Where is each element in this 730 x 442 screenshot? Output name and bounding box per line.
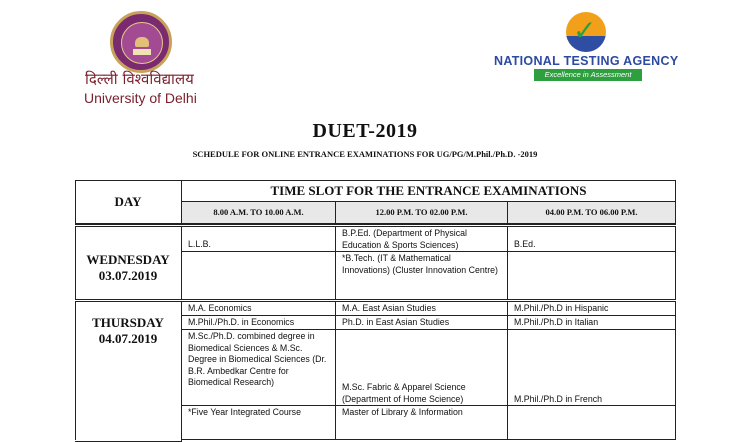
nta-name: NATIONAL TESTING AGENCY <box>494 54 679 68</box>
elephant-icon <box>135 37 149 47</box>
slot-1-header: 8.00 A.M. TO 10.00 A.M. <box>182 202 336 224</box>
table-cell: M.Phil./Ph.D in Italian <box>508 316 676 330</box>
du-english-name: University of Delhi <box>84 90 197 106</box>
checkmark-icon: ✓ <box>573 14 597 47</box>
table-cell: L.L.B. <box>182 227 336 252</box>
table-cell: *Five Year Integrated Course <box>182 406 336 440</box>
table-cell <box>508 252 676 302</box>
header-separator <box>75 224 676 227</box>
day-name: WEDNESDAY <box>86 252 170 267</box>
table-cell: *B.Tech. (IT & Mathematical Innovations) (Cluster Innovation Centre) <box>336 252 508 302</box>
day-date: 04.07.2019 <box>98 331 158 346</box>
day-separator <box>75 299 676 302</box>
day-cell-wednesday <box>75 227 182 302</box>
table-cell: B.Ed. <box>508 227 676 252</box>
du-seal-logo <box>110 11 172 73</box>
slot-2-header: 12.00 P.M. TO 02.00 P.M. <box>336 202 508 224</box>
table-cell: M.Sc./Ph.D. combined degree in Biomedical Sciences & M.Sc. Degree in Biomedical Sciences (Dr. B.R. Ambedkar Centre for Biomedical Research) <box>182 330 336 406</box>
day-cell-thursday <box>75 302 182 442</box>
du-hindi-name: दिल्ली विश्वविद्यालय <box>85 70 194 88</box>
page-subtitle: SCHEDULE FOR ONLINE ENTRANCE EXAMINATIONS FOR UG/PG/M.Phil./Ph.D. -2019 <box>192 149 538 159</box>
book-icon <box>133 49 151 55</box>
slot-3-header: 04.00 P.M. TO 06.00 P.M. <box>508 202 676 224</box>
table-cell: B.P.Ed. (Department of Physical Education & Sports Sciences) <box>336 227 508 252</box>
nta-tagline: Excellence in Assessment <box>534 69 642 81</box>
table-cell <box>508 406 676 440</box>
table-cell: M.Phil./Ph.D. in Economics <box>182 316 336 330</box>
du-seal-inner <box>121 22 163 64</box>
day-date: 03.07.2019 <box>98 268 158 283</box>
table-cell: M.A. East Asian Studies <box>336 302 508 316</box>
table-cell: Master of Library & Information <box>336 406 508 440</box>
day-name: THURSDAY <box>92 315 164 330</box>
day-header: DAY <box>75 180 182 224</box>
table-cell: M.Sc. Fabric & Apparel Science (Department of Home Science) <box>336 330 508 406</box>
table-cell: M.Phil./Ph.D in Hispanic <box>508 302 676 316</box>
table-cell: M.A. Economics <box>182 302 336 316</box>
page-title: DUET-2019 <box>312 120 418 142</box>
table-cell: M.Phil./Ph.D in French <box>508 330 676 406</box>
slot-header: TIME SLOT FOR THE ENTRANCE EXAMINATIONS <box>182 180 676 202</box>
schedule-table-body <box>75 180 676 440</box>
table-cell <box>182 252 336 302</box>
table-cell: Ph.D. in East Asian Studies <box>336 316 508 330</box>
